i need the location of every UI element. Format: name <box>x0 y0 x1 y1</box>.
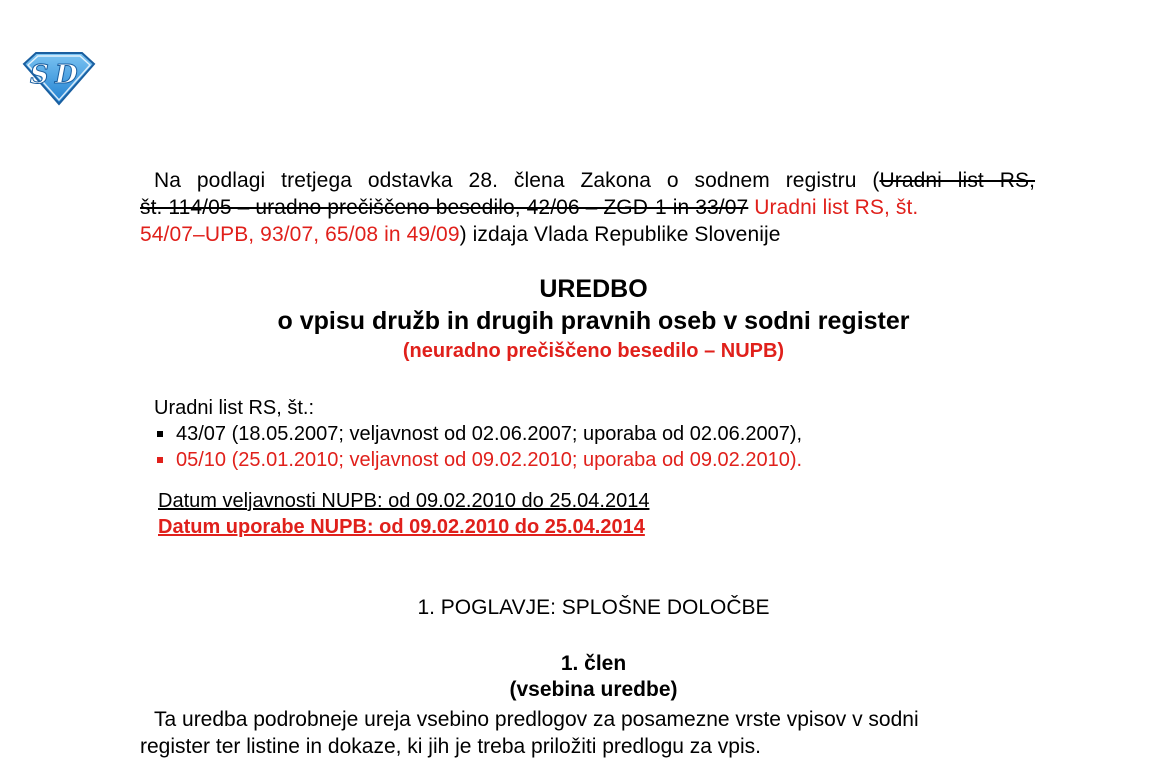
decree-note: (neuradno prečiščeno besedilo – NUPB) <box>402 340 785 362</box>
gazette-label: Uradni list RS, št.: <box>154 397 315 419</box>
article-paragraph <box>140 706 1035 760</box>
article-text-line: Ta uredba podrobneje ureja vsebino predlogov za posamezne vrste vpisov v sodni <box>154 708 919 731</box>
decree-subtitle: o vpisu družb in drugih pravnih oseb v sodni register <box>277 307 910 335</box>
sd-logo <box>22 50 96 106</box>
gazette-item: 05/10 (25.01.2010; veljavnost od 09.02.2010; uporaba od 09.02.2010). <box>156 447 802 473</box>
svg-text:S: S <box>30 60 49 90</box>
article-text-line: register ter listine in dokaze, ki jih je treba priložiti predlogu za vpis. <box>140 735 761 758</box>
svg-text:D: D <box>55 60 78 90</box>
chapter-title: 1. POGLAVJE: SPLOŠNE DOLOČBE <box>417 596 770 619</box>
intro-new-citation-1: Uradni list RS, št. <box>748 196 919 219</box>
decree-title: UREDBO <box>539 275 648 303</box>
intro-struck-citation-2: št. 114/05 – uradno prečiščeno besedilo, 42/06 – ZGD-1 in 33/07 <box>140 196 749 219</box>
gazette-list <box>156 421 802 473</box>
intro-suffix: ) izdaja Vlada Republike Slovenije <box>459 223 781 246</box>
intro-new-citation-2: 54/07–UPB, 93/07, 65/08 in 49/09 <box>140 223 460 246</box>
article-title: (vsebina uredbe) <box>509 678 678 701</box>
intro-paragraph <box>140 167 1035 248</box>
validity-date: Datum veljavnosti NUPB: od 09.02.2010 do 25.04.2014 <box>158 490 650 512</box>
article-number: 1. člen <box>560 652 627 675</box>
application-date: Datum uporabe NUPB: od 09.02.2010 do 25.04.2014 <box>158 516 645 538</box>
intro-prefix: Na podlagi tretjega odstavka 28. člena Zakona o sodnem registru ( <box>154 169 880 192</box>
gazette-item: 43/07 (18.05.2007; veljavnost od 02.06.2007; uporaba od 02.06.2007), <box>156 421 802 447</box>
intro-struck-citation-1: Uradni list RS, <box>879 169 1036 192</box>
